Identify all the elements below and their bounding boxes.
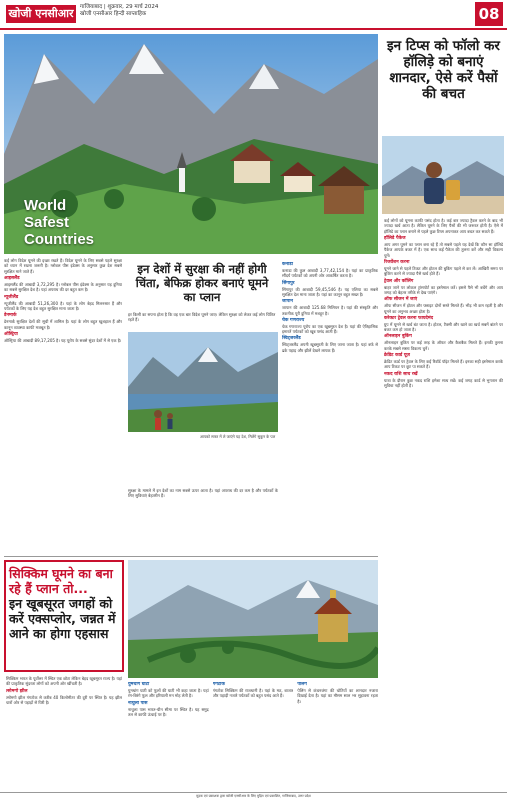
right-article-photo [382,136,504,214]
imprint-footer: मुद्रक एवं प्रकाशक द्वारा खोजी एनसीआर के लिए मुद्रित एवं प्रकाशित, गाजियाबाद, उत्तर प्रदेश [0,792,507,800]
right-paragraph: ऑनलाइन बुकिंग पर कई तरह के ऑफर और कैशबैक मिलते हैं। इनकी तुलना करके सबसे सस्ता विकल्प चुनें। [384,340,503,351]
right-subhead: नकद राशि साथ रखें [384,371,418,377]
country-paragraph: स्विट्जरलैंड अपनी खूबसूरती के लिए जाना जाता है। यहां बर्फ से ढके पहाड़ और झीलें देखने लायक हैं। [282,342,378,353]
right-subhead: हॉलिडे पैकेज [384,236,406,242]
bottom-paragraph: त्सोमगो झील गंगटोक से करीब 40 किलोमीटर की दूरी पर स्थित है। यह झील चारों ओर से पहाड़ों से घिरी है। [6,694,122,706]
right-paragraph: यात्रा के दौरान कुछ नकद राशि हमेशा साथ रखें। कई जगह कार्ड से भुगतान की सुविधा नहीं होती है। [384,377,503,389]
left-subhead: ऑस्ट्रिया [4,331,18,337]
right-paragraph: घूमने जाने से पहले टिकट और होटल की बुकिंग पहले से कर लें। आखिरी समय पर बुकिंग करने से ज्यादा पैसे खर्च होते हैं। [384,266,503,277]
left-subhead: डेनमार्क [4,313,17,319]
right-paragraph: क्रेडिट कार्ड पर ट्रेवल के लिए कई रिवॉर्ड पॉइंट मिलते हैं। इनका सही इस्तेमाल करके आप टिकट पर छूट पा सकते हैं। [384,359,503,370]
center-article-body [128,488,278,550]
bottom-column [297,682,378,788]
hero-photo [4,34,378,254]
lake-landscape-illustration [128,332,278,432]
left-subhead: आइसलैंड [4,276,20,282]
center-paragraph: सुरक्षा के मामले में इन देशों का नाम सबसे ऊपर आता है। यहां अपराध की दर कम है और पर्यटकों के लिए सुविधाएं बेहतरीन हैं। [128,488,278,499]
right-paragraph: बाहर जाने पर लोकल ट्रांसपोर्ट का इस्तेमाल करें। इससे पैसे भी बचेंगे और आप जगह को बेहतर तरीके से देख पाएंगे। [384,284,503,296]
bottom-subhead: त्सोमगो झील [6,688,28,694]
country-paragraph: चेक गणराज्य यूरोप का एक खूबसूरत देश है। यहां की ऐतिहासिक इमारतें पर्यटकों को खूब पसंद आती हैं। [282,323,378,335]
bottom-headline-red: सिक्किम घूमने का बना रहे हैं प्लान तो... [9,566,113,596]
left-paragraph: डेनमार्क सुरक्षित देशों की सूची में शामिल है। यहां के लोग बहुत खुशहाल हैं और कानून व्यवस्था काफी मजबूत है। [4,319,122,330]
right-article-body [384,218,503,778]
bottom-headline-black: इन खूबसूरत जगहों को करें एक्सप्लोर, जन्नत में आने का होगा एहसास [9,596,116,641]
newspaper-logo: खोजी एनसीआर [6,5,76,23]
left-paragraph: न्यूजीलैंड की आबादी 51,26,300 है। यहां के लोग बेहद मिलनसार हैं और पर्यटकों के लिए यह देश बहुत सुरक्षित माना जाता है। [4,300,122,312]
place-paragraph: पेलिंग से कंचनजंगा की चोटियों का शानदार नजारा दिखाई देता है। यहां का मौसम साल भर सुहावना रहता है। [297,688,379,704]
bottom-intro: सिक्किम भारत के पूर्वोत्तर में स्थित एक छोटा लेकिन बेहद खूबसूरत राज्य है। यहां की प्राकृतिक सुंदरता लोगों को अपनी ओर खींचती है। [6,676,122,687]
place-paragraph: नाथुला पास भारत-चीन सीमा पर स्थित है। यह समुद्र तल से काफी ऊंचाई पर है। [128,706,209,718]
hero-title-line: Safest [24,214,70,231]
center-photo-caption: आपको सफर में ले जाएंगे यह देश, मिलेंगे सुकून के पल [200,434,276,439]
right-subhead: ऑनलाइन बुकिंग [384,334,412,340]
right-paragraph: ग्रुप में घूमने से खर्च बंट जाता है। होटल, टैक्सी और खाने का खर्च सबमें बांटने पर बजट कम हो जाता है। [384,321,503,333]
right-subhead: क्रेडिट कार्ड यूज़ [384,353,410,359]
right-paragraph: आप अगर घूमने का प्लान बना रहे हैं तो सबसे पहले यह देखें कि कौन सा हॉलिडे पैकेज आपके बजट में है। एक साथ कई पैकेज की तुलना करें और सही विकल्प चुनें। [384,242,503,258]
country-paragraph: सिंगापुर की आबादी 59,45,546 है। यह एशिया का सबसे सुरक्षित देश माना जाता है। यहां का कानून बहुत सख्त है। [282,286,378,298]
traveller-illustration [382,136,504,214]
country-paragraph: कनाडा की कुल आबादी 3,77,42,154 है। यहां का प्राकृतिक सौंदर्य पर्यटकों को अपनी ओर आकर्षित करता है। [282,268,378,279]
center-article-intro: हर किसी का सपना होता है कि वह एक बार विदेश घूमने जाए। लेकिन सुरक्षा को लेकर कई लोग चिंतित रहते हैं। [128,312,276,323]
center-article-photo [128,332,278,432]
place-subhead: युमथांग घाटी [128,682,150,687]
place-subhead: गंगटोक [212,682,225,687]
country-subhead: सिंगापुर [282,280,295,286]
sikkim-monastery-illustration [128,560,378,678]
bottom-article-photo [128,560,378,678]
country-subhead: चेक गणराज्य [282,317,305,323]
bottom-article-headline-box [4,560,124,672]
country-subhead: जापान [282,299,293,305]
masthead [0,0,507,30]
right-paragraph: ऑफ सीजन में होटल और फ्लाइट दोनों सस्ते मिलते हैं। भीड़ भी कम रहती है और घूमने का अनुभव अच्छा होता है। [384,303,503,314]
place-subhead: नाथुला पास [128,700,148,706]
right-subhead: करेक्टर ट्रेवल करना फायदेमंद [384,315,434,321]
page-number: 08 [475,2,503,26]
place-subhead: पेलिंग [297,682,307,687]
left-paragraph: ऑस्ट्रिया की आबादी 89,17,205 है। यह यूरोप के सबसे सुंदर देशों में से एक है। [4,337,122,343]
hero-title [24,197,94,248]
right-intro: कई लोगों को घूमना काफी पसंद होता है। कई बार ज्यादा ट्रैवल करने के बाद भी ज्यादा खर्च आता है। लेकिन घूमने के लिए पैसों की भी जरूरत होती है। ऐसे में हॉलिडे का प्लान बनाने से पहले कुछ टिप्स अपनाकर आप बचत कर सकते हैं। [384,218,503,234]
edition-info [80,4,158,18]
edition-subtitle: खोजी एनसीआर हिन्दी साप्ताहिक [80,11,147,17]
bottom-column [213,682,294,788]
left-subhead: न्यूजीलैंड [4,294,19,300]
bottom-text-columns [128,682,378,788]
place-paragraph: युमथांग घाटी को फूलों की घाटी भी कहा जाता है। यहां रंग-बिरंगे फूल और हरियाली मन मोह लेती है। [128,688,209,699]
bottom-column [128,682,209,788]
section-divider [4,556,378,557]
right-article-headline: इन टिप्स को फॉलो कर हॉलिड़े को बनाएं शानदार, ऐसे करें पैसों की बचत [387,38,500,102]
left-column-body [4,258,122,552]
right-subhead: ट्रेवल और कॉलिंग [384,278,414,284]
country-subhead: स्विट्जरलैंड [282,336,301,342]
right-subhead: रिजर्वेशन करना [384,260,410,266]
hero-title-line: Countries [24,231,95,248]
country-paragraph: जापान की आबादी 125.68 मिलियन है। यहां की संस्कृति और तकनीक पूरी दुनिया में मशहूर है। [282,305,378,316]
edition-date: गाजियाबाद | शुक्रवार, 29 मार्च 2024 [80,4,159,10]
center-side-column [282,262,378,552]
right-subhead: ऑफ सीजन में जाएं [384,297,418,303]
left-intro: कई लोग विदेश घूमने की इच्छा रखते हैं। विदेश घूमने के लिए सबसे पहले सुरक्षा को ध्यान में रखना जरूरी है। ग्लोबल पीस इंडेक्स के अनुसार कुछ देश सबसे सुरक्षित माने जाते हैं। [4,258,122,274]
place-paragraph: गंगटोक सिक्किम की राजधानी है। यहां के मठ, बाजार और पहाड़ी नजारे पर्यटकों को बहुत पसंद आते हैं। [212,688,294,699]
left-paragraph: आइसलैंड की आबादी 3,72,295 है। ग्लोबल पीस इंडेक्स के अनुसार यह दुनिया का सबसे सुरक्षित देश है। यहां अपराध की दर बहुत कम है। [4,282,122,293]
bottom-left-column [6,676,122,788]
center-article-headline: इन देशों में सुरक्षा की नहीं होगी चिंता, बेफिक्र होकर बनाएं घूमने का प्लान [135,262,269,304]
hero-title-line: World [24,197,67,214]
country-subhead: कनाडा [282,262,293,267]
